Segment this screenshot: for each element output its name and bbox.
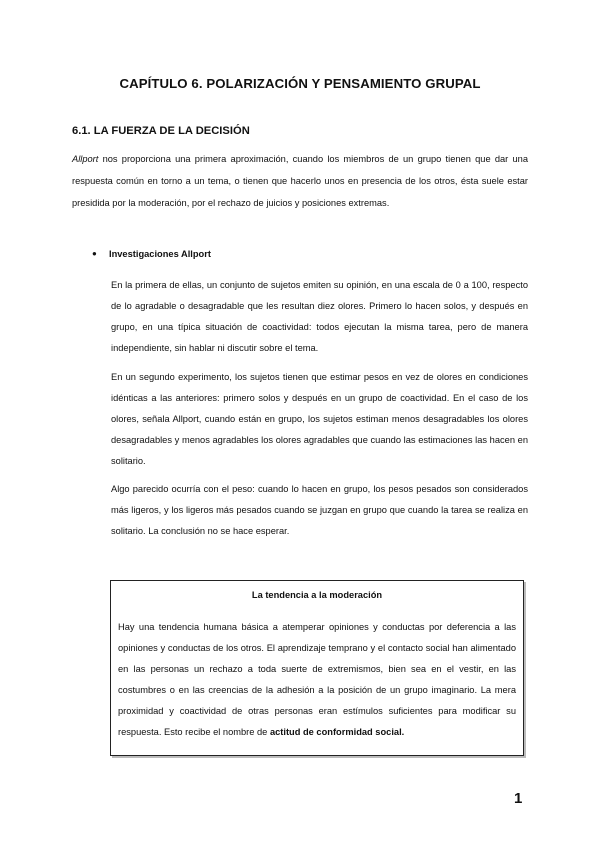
section-title: 6.1. LA FUERZA DE LA DECISIÓN [72,125,250,137]
bullet-label: Investigaciones Allport [109,249,211,259]
callout-title: La tendencia a la moderación [251,590,383,600]
callout-body-text: Hay una tendencia humana básica a atemperar opiniones y conductas por deferencia a las opiniones y conductas de los otros. El aprendizaje temprano y el contacto social han alimentado en las personas un rechazo a toda suerte de extremismos, bien sea en el vestir, en las costumbres o en las creencias de la adhesión a la posición de un grupo imaginario. La mera proximidad y coactividad de otras personas eran estímulos suficientes para modificar su respuesta. Esto recibe el nombre de [118,622,516,737]
paragraph-weight-conclusion: Algo parecido ocurría con el peso: cuando lo hacen en grupo, los pesos pesados son considerados más ligeros, y los ligeros más pesados cuando se juzgan en grupo que cuando la tarea se realiza en solitario. La conclusión no se hace esperar. [111,484,528,536]
paragraph-first-experiment: En la primera de ellas, un conjunto de sujetos emiten su opinión, en una escala de 0 a 100, respecto de lo agradable o desagradable que les resultan diez olores. Primero lo hacen solos, y después en grupo, en una típica situación de coactividad: todos ejecutan la misma tarea, pero de manera independiente, sin hablar ni discutir sobre el tema. [111,280,528,353]
intro-text: nos proporciona una primera aproximación, cuando los miembros de un grupo tienen que dar una respuesta común en torno a un tema, o tienen que hacerlo unos en presencia de los otros, ésta suele estar presidida por la moderación, por el rechazo de juicios y posiciones extremas. [72,154,528,208]
bullet-dot-icon: ● [92,249,97,258]
page-number: 1 [514,790,523,807]
chapter-title: CAPÍTULO 6. POLARIZACIÓN Y PENSAMIENTO GRUPAL [119,76,481,91]
callout-emphasis: actitud de conformidad social. [269,727,405,737]
paragraph-second-experiment: En un segundo experimento, los sujetos tienen que estimar pesos en vez de olores en condiciones idénticas a las anteriores: primero solos y después en un grupo de coactividad. En el caso de los olores, señala Allport, cuando están en grupo, los sujetos estiman menos desagradables los olores desagradables y menos agradables los olores agradables que cuando las estimaciones las hacen en solitario. [111,372,528,466]
intro-paragraph [72,148,528,214]
intro-author: Allport [72,154,99,164]
callout-body [118,617,516,743]
bullet-item [92,249,211,259]
callout-box [110,580,524,756]
